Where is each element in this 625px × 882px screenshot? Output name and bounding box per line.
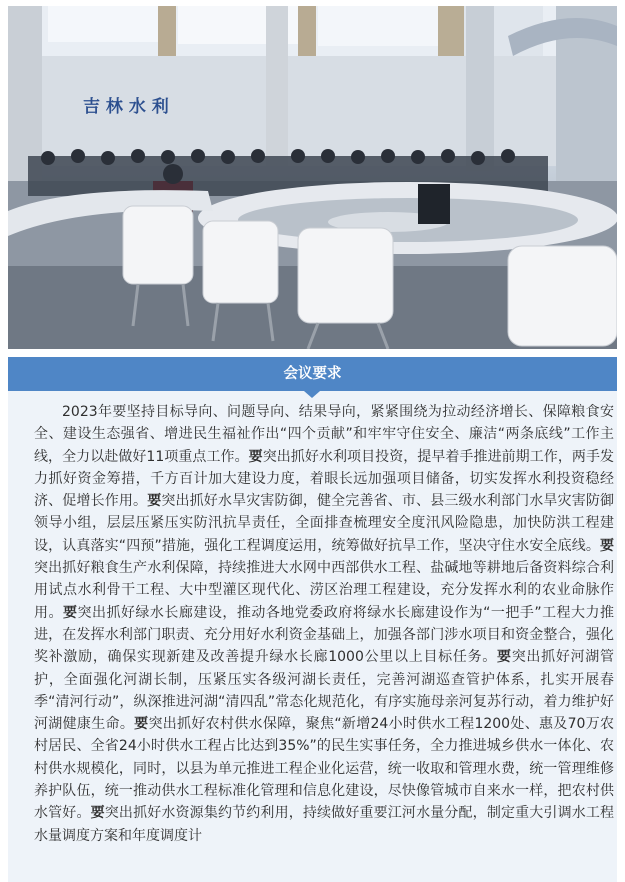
meeting-room-illustration — [8, 6, 617, 349]
emphasis-mark: 要 — [147, 493, 162, 510]
body-paragraph — [34, 401, 614, 847]
emphasis-mark: 要 — [600, 537, 614, 554]
emphasis-mark: 要 — [497, 649, 512, 666]
text-segment: 突出抓好绿水长廊建设，推动各地党委政府将绿水长廊建设作为“一把手”工程大力推进，在发挥水利部门职责、充分用好水利资金基础上，加强各部门涉水项目和资金整合，强化奖补激励，确保实现新建及改善提升绿水长廊1000公里以上目标任务。 — [34, 604, 615, 666]
emphasis-mark: 要 — [248, 448, 263, 465]
text-segment: 突出抓好农村供水保障，聚焦“新增24小时供水工程1200处、惠及70万农村居民、全省24小时供水工程占比达到35%”的民生实事任务，全力推进城乡供水一体化、农村供水规模化，同时，以县为单元推进工程企业化运营，统一收取和管理水费，统一管理维修养护队伍，统一推动供水工程标准化管理和信息化建设，尽快像管城市自来水一样，把农村供水管好。 — [34, 716, 615, 822]
text-segment: 突出抓好水旱灾害防御，健全完善省、市、县三级水利部门水旱灾害防御领导小组，层层压紧压实防汛抗旱责任，全面排查梳理安全度汛风险隐患，加快防洪工程建设，认真落实“四预”措施，强化工程调度运用，统筹做好抗旱工作，坚决守住水安全底线。 — [34, 493, 615, 554]
text-segment: 突出抓好粮食生产水利保障，持续推进大水网中西部供水工程、盐碱地等耕地后备资料综合利用试点水利骨干工程、大中型灌区现代化、涝区治理工程建设，充分发挥水利的农业命脉作用。 — [34, 560, 614, 621]
text-segment: 突出抓好水资源集约节约利用，持续做好重要江河水量分配，制定重大引调水工程水量调度方案和年度调度计 — [34, 805, 615, 844]
text-segment: 突出抓好水利项目投资，提早着手推进前期工作，两手发力抓好资金筹措，千方百计加大建设力度，着眼长远加强项目储备，切实发挥水利投资稳经济、促增长作用。 — [34, 448, 615, 510]
wall-sign: 吉 林 水 利 — [83, 97, 169, 117]
meeting-photo — [8, 6, 617, 349]
section-title: 会议要求 — [283, 366, 342, 382]
section-header — [8, 357, 617, 391]
text-segment: 突出抓好河湖管护，全面强化河湖长制，压紧压实各级河湖长责任，完善河湖巡查管护体系，扎实开展春季“清河行动”，纵深推进河湖“清四乱”常态化规范化，有序实施母亲河复苏行动，着力维护好河湖健康生命。 — [34, 649, 614, 733]
text-segment: 2023年要坚持目标导向、问题导向、结果导向，紧紧围绕为拉动经济增长、保障粮食安全、建设生态强省、增进民生福祉作出“四个贡献”和牢牢守住安全、廉洁“两条底线”工作主线，全力以赴做好11项重点工作。 — [34, 404, 614, 465]
emphasis-mark: 要 — [62, 604, 78, 621]
meeting-requirements-panel — [8, 357, 617, 882]
emphasis-mark: 要 — [134, 716, 149, 733]
header-pointer — [304, 391, 320, 398]
emphasis-mark: 要 — [90, 805, 105, 822]
